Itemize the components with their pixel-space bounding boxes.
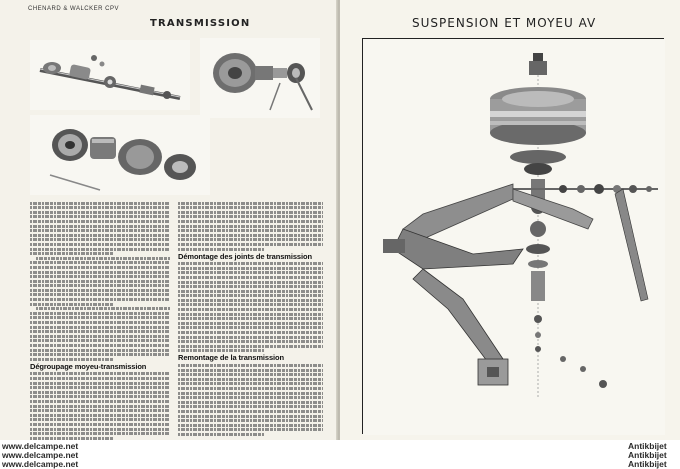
page-title: TRANSMISSION xyxy=(150,18,251,29)
right-text-column xyxy=(178,200,323,438)
watermark-band xyxy=(0,440,680,469)
watermark-text: www.delcampe.net xyxy=(2,459,79,469)
watermark-text: Antikbijet xyxy=(628,450,667,460)
section-heading: Remontage de la transmission xyxy=(178,353,284,363)
section-heading: Dégroupage moyeu-transmission xyxy=(30,361,147,371)
watermark-text: Antikbijet xyxy=(628,459,667,469)
exploded-suspension-illustration xyxy=(362,38,664,434)
watermark-text: www.delcampe.net xyxy=(2,441,79,451)
left-page xyxy=(0,0,338,440)
page-title: SUSPENSION ET MOYEU AV xyxy=(412,16,597,30)
left-text-column xyxy=(30,200,170,440)
joint-exploded-photo xyxy=(30,115,210,195)
watermark-text: www.delcampe.net xyxy=(2,450,79,460)
hub-assembly-photo xyxy=(200,38,320,118)
watermark-text: Antikbijet xyxy=(628,441,667,451)
running-head: CHENARD & WALCKER CPV xyxy=(28,6,119,12)
right-page xyxy=(340,0,680,440)
transmission-shaft-photo xyxy=(30,40,190,110)
section-heading: Démontage des joints de transmission xyxy=(178,251,312,261)
